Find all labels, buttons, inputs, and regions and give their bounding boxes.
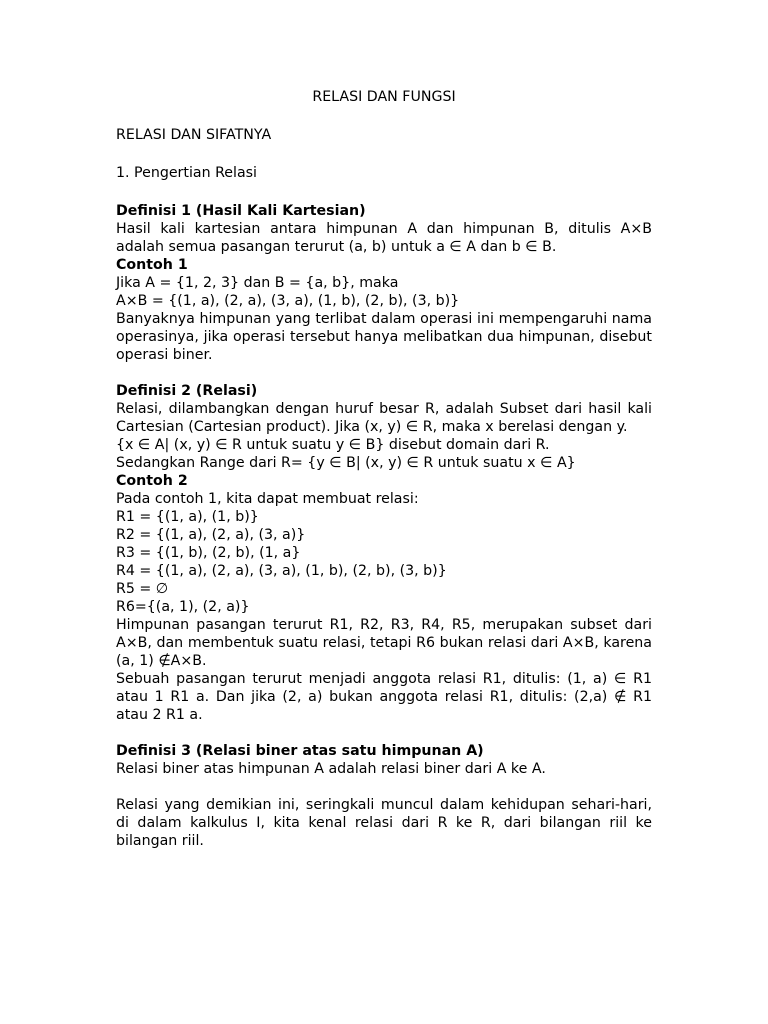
definition-2: [116, 382, 652, 724]
example-2-line: R2 = {(1, a), (2, a), (3, a)}: [116, 527, 306, 543]
definition-1-text: Hasil kali kartesian antara himpunan A dan himpunan B, ditulis A×B adalah semua pasangan terurut (a, b) untuk a ∈ A dan b ∈ B.: [116, 221, 652, 255]
definition-2-title: Definisi 2 (Relasi): [116, 383, 258, 399]
example-1-line: A×B = {(1, a), (2, a), (3, a), (1, b), (2, b), (3, b)}: [116, 293, 460, 309]
definition-3-text: Relasi biner atas himpunan A adalah relasi biner dari A ke A.: [116, 761, 546, 777]
subsection-heading: 1. Pengertian Relasi: [116, 165, 258, 181]
definition-1-note: Banyaknya himpunan yang terlibat dalam operasi ini mempengaruhi nama operasinya, jika operasi tersebut hanya melibatkan dua himpunan, disebut operasi biner.: [116, 311, 652, 363]
example-2-line: R6={(a, 1), (2, a)}: [116, 599, 250, 615]
example-2-line: R5 = ∅: [116, 581, 169, 597]
example-1-title: Contoh 1: [116, 257, 188, 273]
range-line: Sedangkan Range dari R= {y ∈ B| (x, y) ∈ R untuk suatu x ∈ A}: [116, 455, 576, 471]
definition-2-text: Relasi, dilambangkan dengan huruf besar R, adalah Subset dari hasil kali Cartesian (Cartesian product). Jika (x, y) ∈ R, maka x berelasi dengan y.: [116, 401, 652, 435]
definition-2-para-1: Himpunan pasangan terurut R1, R2, R3, R4, R5, merupakan subset dari A×B, dan membentuk suatu relasi, tetapi R6 bukan relasi dari A×B, karena (a, 1) ∉A×B.: [116, 617, 652, 669]
section-heading: RELASI DAN SIFATNYA: [116, 127, 272, 143]
definition-2-para-2: Sebuah pasangan terurut menjadi anggota relasi R1, ditulis: (1, a) ∈ R1 atau 1 R1 a. Dan jika (2, a) bukan anggota relasi R1, ditulis: (2,a) ∉ R1 atau 2 R1 a.: [116, 671, 652, 723]
example-2-line: R3 = {(1, b), (2, b), (1, a}: [116, 545, 301, 561]
example-2-title: Contoh 2: [116, 473, 188, 489]
document-page: [116, 88, 652, 850]
example-2-line: R4 = {(1, a), (2, a), (3, a), (1, b), (2, b), (3, b)}: [116, 563, 447, 579]
definition-1-title: Definisi 1 (Hasil Kali Kartesian): [116, 203, 366, 219]
definition-3: [116, 742, 652, 850]
definition-3-title: Definisi 3 (Relasi biner atas satu himpunan A): [116, 743, 484, 759]
domain-line: {x ∈ A| (x, y) ∈ R untuk suatu y ∈ B} disebut domain dari R.: [116, 437, 550, 453]
definition-3-para: Relasi yang demikian ini, seringkali muncul dalam kehidupan sehari-hari, di dalam kalkulus I, kita kenal relasi dari R ke R, dari bilangan riil ke bilangan riil.: [116, 797, 652, 849]
definition-1: [116, 202, 652, 364]
example-2-line: R1 = {(1, a), (1, b)}: [116, 509, 259, 525]
document-title: RELASI DAN FUNGSI: [312, 89, 456, 105]
example-2-line: Pada contoh 1, kita dapat membuat relasi:: [116, 491, 419, 507]
example-1-line: Jika A = {1, 2, 3} dan B = {a, b}, maka: [116, 275, 399, 291]
